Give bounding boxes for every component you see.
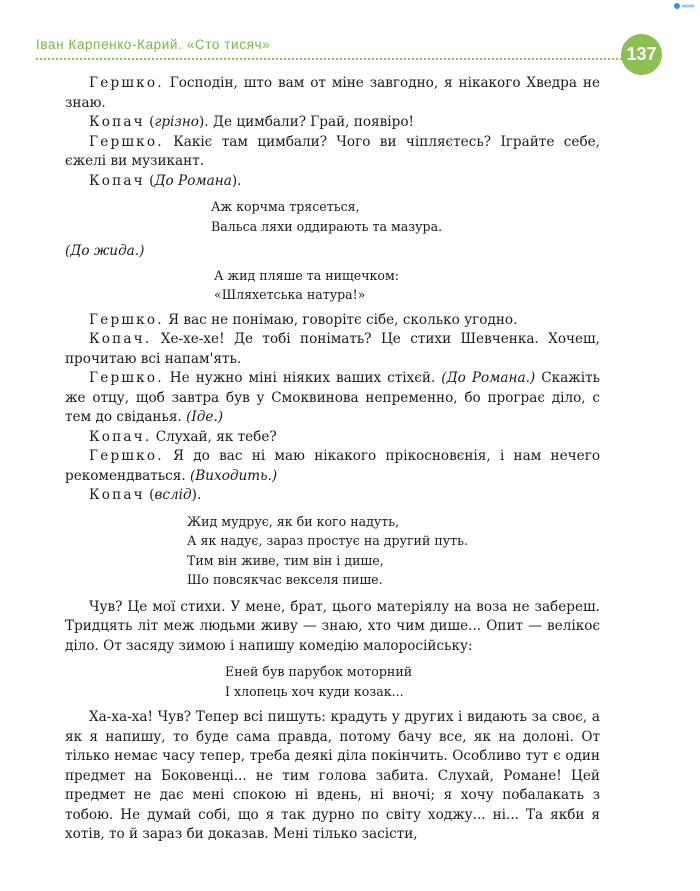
dialogue-text: Какіє там цимбали? Чого ви чіпляєтесь? Іграйте себе, єжелі ви музикант.	[65, 133, 600, 169]
stage-direction: (Виходить.)	[190, 467, 278, 484]
verse-line: А як надує, зараз простує на другий путь.	[187, 533, 468, 548]
speaker-name: Гершко.	[89, 133, 164, 150]
dialogue-line	[65, 74, 600, 113]
dialogue-line	[65, 369, 600, 428]
dialogue-line	[65, 113, 600, 133]
dialogue-paragraph: Ха-ха-ха! Чув? Тепер всі пишуть: крадуть у других і видають за своє, а як я напишу, то буде сама правда, потому бачу все, як на долоні. От тілько немає часу тепер, треба деякі діла покінчить. Особливо тут є один предмет на Боковенці... не тим голова забита. Слухай, Романе! Цей предмет не дає мені спокою ні вдень, ні вночі; я хочу побалакать з тобою. Не думай собі, що я так дурно по світу ходжу... ні... Та якби я хотів, то й зараз би доказав. Мені тілько засісти,	[65, 709, 600, 842]
speaker-name: Гершко.	[89, 75, 164, 91]
verse-block	[65, 656, 600, 708]
stage-direction: (До жида.)	[65, 243, 145, 259]
verse-block	[65, 191, 600, 242]
verse-line: Жид мудрує, як би кого надуть,	[187, 513, 400, 529]
dialogue-line	[65, 330, 600, 369]
play-text	[65, 74, 600, 845]
stage-direction-line	[65, 242, 600, 262]
dialogue-text: Хе-хе-хе! Де тобі понімать? Це стихи Шевченка. Хочеш, прочитаю всі напам'ять.	[65, 331, 600, 367]
verse-line: Шо повсякчас векселя пише.	[187, 572, 383, 587]
dialogue-line	[65, 172, 600, 192]
stage-direction: вслід	[154, 487, 192, 503]
page-number-badge: 137	[621, 34, 662, 75]
dialogue-line	[65, 447, 600, 486]
stage-direction: грізно	[154, 114, 199, 130]
speaker-name: Копач	[89, 487, 145, 503]
publisher-logo-icon	[674, 2, 696, 10]
verse-block	[65, 262, 600, 311]
dialogue-text: Я до вас ні маю нікакого прікосновєнія, і нам нечего рекомендваться.	[65, 448, 600, 484]
dialogue-line	[65, 133, 600, 172]
speaker-name: Гершко.	[89, 311, 164, 328]
dialogue-line	[65, 486, 600, 506]
dialogue-text: (	[144, 114, 155, 130]
dialogue-text: (	[144, 172, 155, 189]
verse-line: А жид пляше та нищечком:	[214, 267, 400, 283]
dialogue-paragraph: Чув? Це мої стихи. У мене, брат, цього матеріялу на воза не забереш. Тридцять літ меж людьми живу — знаю, хто чим дише... Опит — велікоє діло. От засяду зимою і напишу комедію малоросійську:	[65, 598, 600, 654]
dialogue-text: Господін, што вам от міне завгодно, я нікакого Хведра не знаю.	[65, 75, 600, 111]
speaker-name: Гершко.	[89, 370, 164, 386]
stage-direction: До Романа	[154, 172, 232, 189]
stage-direction: (Іде.)	[186, 409, 224, 425]
verse-line: «Шляхетська натура!»	[214, 287, 366, 302]
dialogue-line	[65, 311, 600, 331]
stage-direction: (До Романа.)	[441, 370, 536, 386]
speaker-name: Гершко.	[89, 448, 164, 464]
header-divider	[36, 58, 626, 60]
verse-line: Аж корчма трясеться,	[211, 199, 360, 214]
verse-line: Еней був парубок моторний	[225, 664, 413, 679]
dialogue-text: ).	[191, 487, 202, 503]
dialogue-text: Я вас не понімаю, говорітє сібе, сколько угодно.	[163, 311, 518, 328]
dialogue-text: ).	[231, 172, 242, 189]
speaker-name: Копач.	[89, 428, 152, 445]
dialogue-text: Слухай, як тебе?	[151, 428, 277, 445]
dialogue-text: (	[144, 487, 155, 503]
verse-line: Тим він живе, тим він і дише,	[187, 552, 384, 568]
verse-line: Вальса ляхи оддирають та мазура.	[211, 218, 443, 234]
speaker-name: Копач	[89, 114, 145, 130]
dialogue-text: Скажіть же отцу, щоб завтра був у Смоквинова непременно, бо програє діло, с тем до свіданья.	[65, 370, 600, 425]
speaker-name: Копач.	[89, 331, 152, 347]
verse-block	[65, 506, 600, 598]
speaker-name: Копач	[89, 172, 145, 189]
dialogue-text: ). Де цимбали? Грай, появіро!	[198, 114, 414, 130]
dialogue-text: Не нужно міні ніяких ваших стіхєй.	[163, 370, 442, 386]
dialogue-line	[65, 428, 600, 448]
verse-line: І хлопець хоч куди козак...	[225, 683, 404, 699]
running-title: Іван Карпенко-Карий. «Сто тисяч»	[36, 37, 271, 52]
